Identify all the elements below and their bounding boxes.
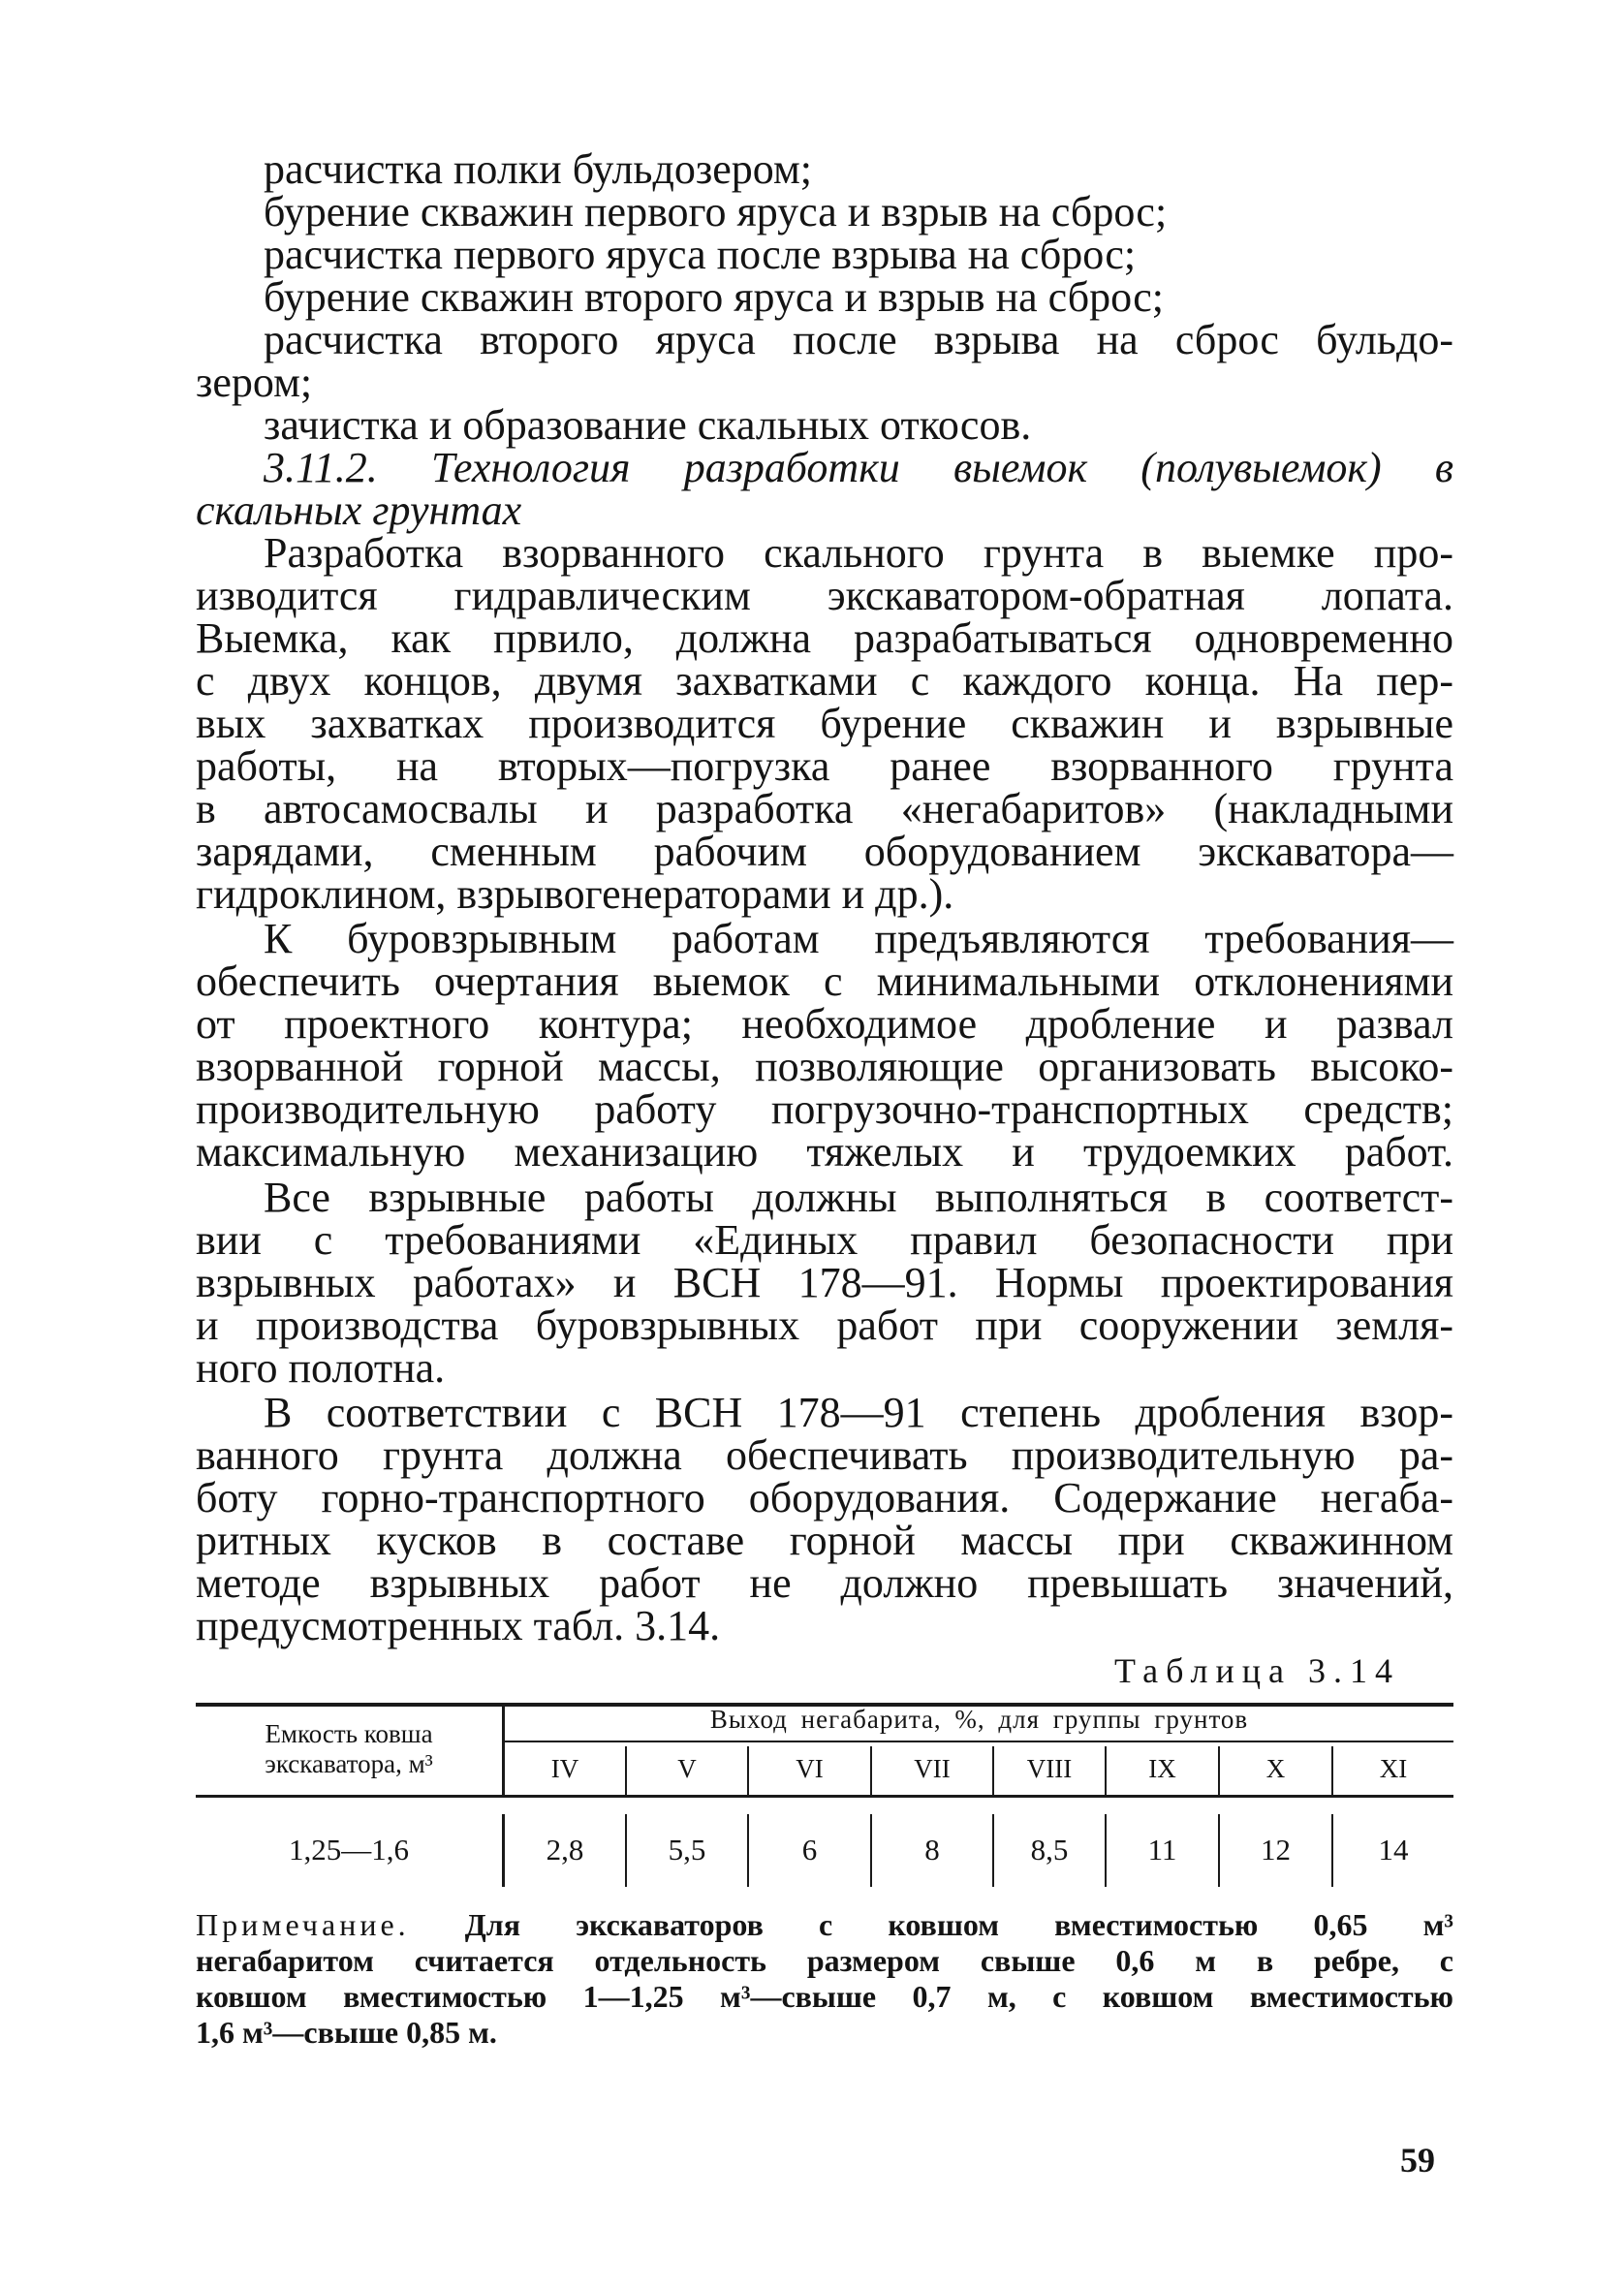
table-title: Таблица 3.14: [1114, 1651, 1400, 1690]
list-item: расчистка второго яруса после взрыва на сброс бульдо-: [264, 316, 1453, 363]
paragraph-line: ванного грунта должна обеспечивать производительную ра-: [196, 1431, 1453, 1479]
table-header-soil-group: VII: [914, 1754, 951, 1783]
paragraph-line: работы, на вторых—погрузка ранее взорванного грунта: [196, 742, 1453, 790]
table-header-soil-group: X: [1265, 1754, 1286, 1783]
note-line: 1,6 м³—свыше 0,85 м.: [196, 2015, 497, 2050]
table-note: [196, 1907, 1453, 2051]
paragraph-line: и производства буровзрывных работ при сооружении земля-: [196, 1302, 1453, 1349]
paragraph-line: от проектного контура; необходимое дробление и развал: [196, 1000, 1453, 1048]
paragraph-line: с двух концов, двумя захватками с каждого конца. На пер-: [196, 657, 1453, 705]
paragraph-line: производительную работу погрузочно-транспортных средств;: [196, 1085, 1453, 1133]
paragraph-line: Выемка, как првило, должна разрабатываться одновременно: [196, 614, 1453, 662]
paragraph-line: Все взрывные работы должны выполняться в соответст-: [264, 1174, 1453, 1221]
table-cell: 6: [801, 1833, 818, 1867]
table-cell: 2,8: [546, 1833, 584, 1867]
table-cell: 12: [1261, 1833, 1291, 1867]
note-line: негабаритом считается отдельность размером свыше 0,6 м в ребре, с: [196, 1943, 1453, 1978]
table-cell: 11: [1147, 1833, 1177, 1867]
table-group-rule: [504, 1741, 1453, 1742]
paragraph-line: обеспечить очертания выемок с минимальными отклонениями: [196, 957, 1453, 1005]
paragraph-line: вых захватках производится бурение скважин и взрывные: [196, 700, 1453, 747]
paragraph-line: Разработка взорванного скального грунта в выемке про-: [264, 529, 1453, 577]
work-steps-list: [196, 145, 1453, 449]
list-item: бурение скважин второго яруса и взрыв на сброс;: [264, 273, 1164, 321]
paragraph-line: взрывных работах» и ВСН 178—91. Нормы проектирования: [196, 1259, 1453, 1306]
paragraph-line: В соответствии с ВСН 178—91 степень дробления взор-: [264, 1389, 1453, 1436]
section-heading-line: 3.11.2. Технология разработки выемок (полувыемок) в: [264, 444, 1453, 491]
list-item-continuation: зером;: [196, 359, 313, 406]
paragraph-line: предусмотренных табл. 3.14.: [196, 1602, 721, 1649]
paragraph-line: вии с требованиями «Единых правил безопасности при: [196, 1216, 1453, 1264]
note-line: [196, 1907, 1453, 1943]
table-header-soil-group: VI: [796, 1754, 824, 1783]
note-text: Для экскаваторов с ковшом вместимостью 0,65 м³: [464, 1907, 1454, 1942]
table-cell: 8,5: [1030, 1833, 1069, 1867]
paragraph: [196, 529, 1453, 918]
paragraph-line: боту горно-транспортного оборудования. Содержание негаба-: [196, 1474, 1453, 1521]
section-heading-line: скальных грунтах: [196, 486, 522, 534]
table-cell: 14: [1378, 1833, 1409, 1867]
list-item: расчистка полки бульдозером;: [264, 145, 813, 193]
table-header-soil-group: VIII: [1026, 1754, 1073, 1783]
paragraph-line: гидроклином, взрывогенераторами и др.).: [196, 870, 954, 918]
paragraph-line: в автосамосвалы и разработка «негабаритов» (накладными: [196, 785, 1453, 832]
paragraph-line: изводится гидравлическим экскаватором-обратная лопата.: [196, 572, 1453, 619]
paragraph-line: максимальную механизацию тяжелых и трудоемких работ.: [196, 1128, 1453, 1176]
table-cell: 8: [924, 1833, 940, 1867]
paragraph-line: методе взрывных работ не должно превышать значений,: [196, 1559, 1453, 1607]
paragraph-line: ритных кусков в составе горной массы при скважинном: [196, 1517, 1453, 1564]
paragraph-line: ного полотна.: [196, 1344, 446, 1392]
paragraph: [196, 1389, 1453, 1649]
paragraph-line: взорванной горной массы, позволяющие организовать высоко-: [196, 1043, 1453, 1090]
table-cell: 5,5: [668, 1833, 706, 1867]
table-header-group: Выход негабарита, %, для группы грунтов: [709, 1705, 1249, 1734]
table-header-capacity: Емкость ковша: [265, 1719, 433, 1748]
paragraph: [196, 915, 1453, 1176]
table-header-capacity-unit: экскаватора, м³: [265, 1749, 433, 1778]
note-line: ковшом вместимостью 1—1,25 м³—свыше 0,7 м, с ковшом вместимостью: [196, 1979, 1453, 2014]
table-header-soil-group: V: [677, 1754, 697, 1783]
note-label: Примечание.: [196, 1907, 410, 1942]
section-heading: [196, 444, 1453, 534]
list-item: зачистка и образование скальных откосов.: [264, 401, 1032, 449]
table-row-label: 1,25—1,6: [289, 1833, 409, 1867]
table-header-rule: [196, 1795, 1453, 1798]
paragraph-line: К буровзрывным работам предъявляются требования—: [264, 915, 1453, 962]
table-header-soil-group: IX: [1148, 1754, 1176, 1783]
list-item: бурение скважин первого яруса и взрыв на сброс;: [264, 188, 1168, 235]
table-header-soil-group: IV: [550, 1754, 579, 1783]
list-item: расчистка первого яруса после взрыва на сброс;: [264, 231, 1137, 278]
paragraph-line: зарядами, сменным рабочим оборудованием экскаватора—: [196, 828, 1453, 875]
page-number: 59: [1400, 2141, 1435, 2180]
paragraph: [196, 1176, 1453, 1390]
table-header-soil-group: XI: [1379, 1754, 1408, 1783]
